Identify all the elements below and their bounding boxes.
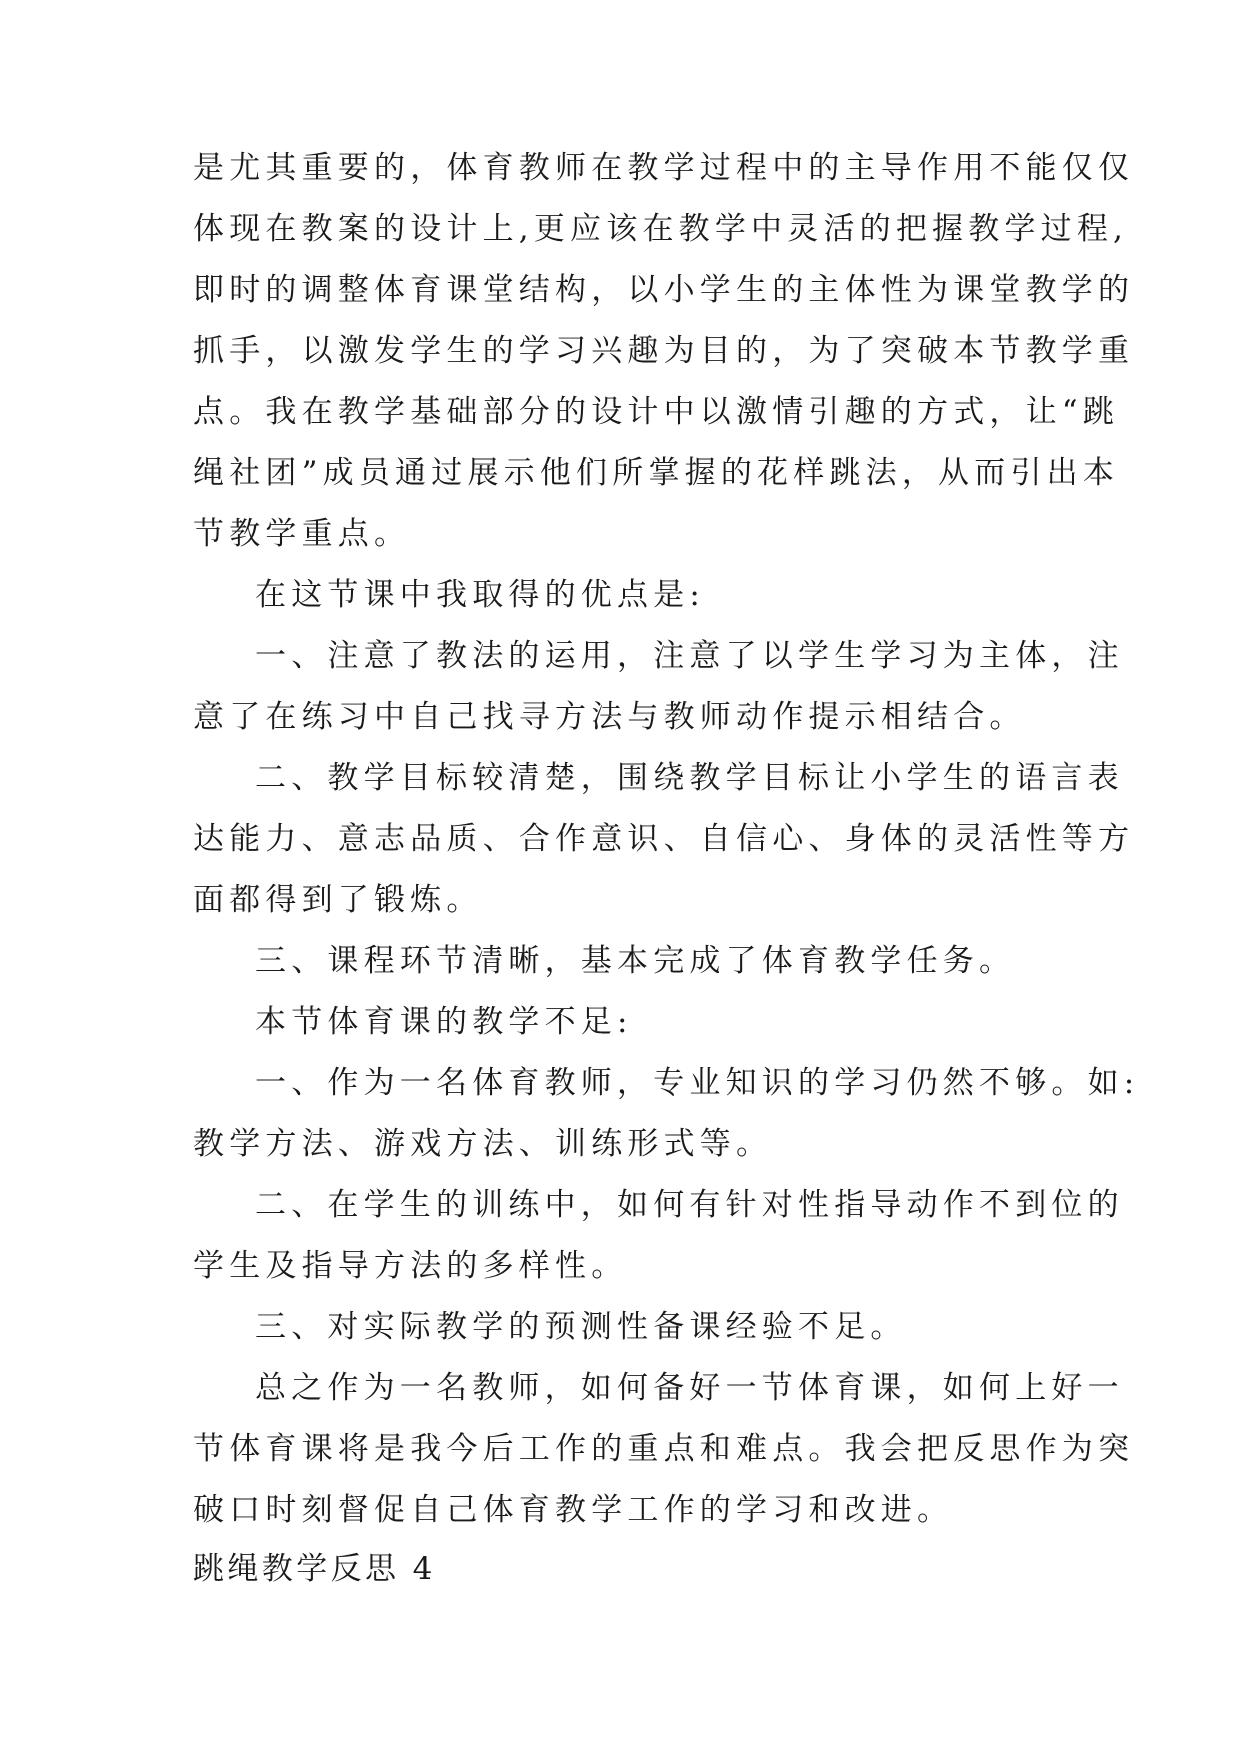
text-line: 达能力、意志品质、合作意识、自信心、身体的灵活性等方 <box>193 821 1135 857</box>
text-line: 教学方法、游戏方法、训练形式等。 <box>193 1126 773 1162</box>
text-line: 即时的调整体育课堂结构，以小学生的主体性为课堂教学的 <box>193 272 1135 308</box>
text-line: 体现在教案的设计上,更应该在教学中灵活的把握教学过程, <box>193 211 1129 247</box>
text-line: 破口时刻督促自己体育教学工作的学习和改进。 <box>193 1492 954 1528</box>
section-heading: 跳绳教学反思 4 <box>193 1551 436 1587</box>
text-line: 一、注意了教法的运用，注意了以学生学习为主体，注 <box>255 638 1124 674</box>
text-line: 点。我在教学基础部分的设计中以激情引趣的方式，让“跳 <box>193 394 1120 430</box>
text-line: 三、对实际教学的预测性备课经验不足。 <box>255 1309 907 1345</box>
text-line: 三、课程环节清晰，基本完成了体育教学任务。 <box>255 943 1016 979</box>
text-line: 抓手，以激发学生的学习兴趣为目的，为了突破本节教学重 <box>193 333 1135 369</box>
text-line: 意了在练习中自己找寻方法与教师动作提示相结合。 <box>193 699 1026 735</box>
text-line: 节教学重点。 <box>193 516 411 552</box>
text-line: 二、教学目标较清楚，围绕教学目标让小学生的语言表 <box>255 760 1124 796</box>
text-line: 是尤其重要的，体育教师在教学过程中的主导作用不能仅仅 <box>193 150 1135 186</box>
text-line: 总之作为一名教师，如何备好一节体育课，如何上好一 <box>255 1370 1124 1406</box>
text-line: 绳社团”成员通过展示他们所掌握的花样跳法，从而引出本 <box>193 455 1120 491</box>
text-line: 面都得到了锻炼。 <box>193 882 483 918</box>
text-line: 一、作为一名体育教师，专业知识的学习仍然不够。如: <box>255 1065 1140 1101</box>
text-line: 学生及指导方法的多样性。 <box>193 1248 628 1284</box>
text-line: 在这节课中我取得的优点是: <box>255 577 706 613</box>
text-line: 本节体育课的教学不足: <box>255 1004 633 1040</box>
text-line: 二、在学生的训练中，如何有针对性指导动作不到位的 <box>255 1187 1124 1223</box>
text-line: 节体育课将是我今后工作的重点和难点。我会把反思作为突 <box>193 1431 1135 1467</box>
